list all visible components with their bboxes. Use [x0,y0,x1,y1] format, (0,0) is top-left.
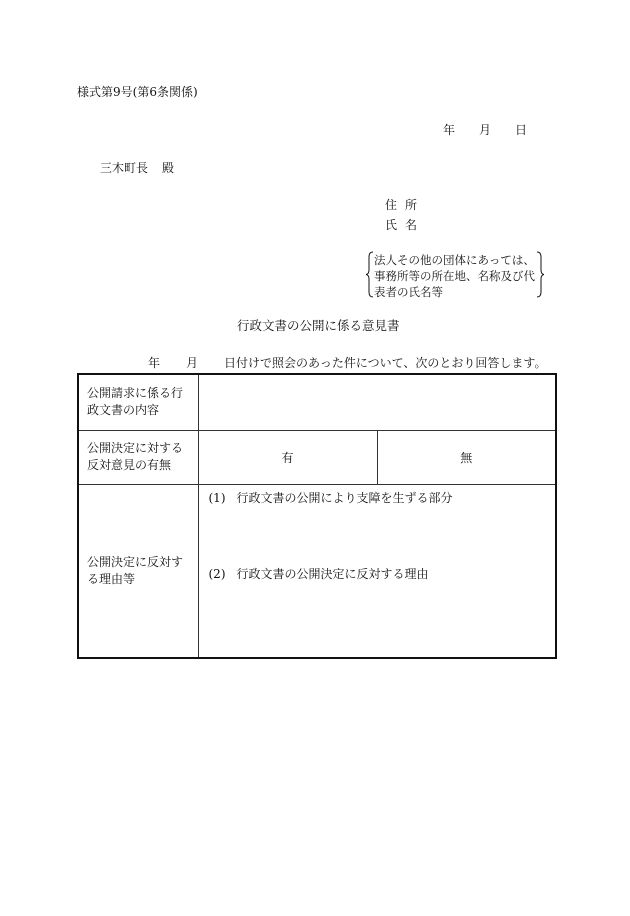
content-label: 公開請求に係る行政文書の内容 [78,374,198,430]
content-value-field[interactable] [198,374,556,430]
date-line [443,124,527,136]
corporate-note-line-3: 表者の氏名等 [374,285,443,299]
reason-item-1 [209,489,453,506]
date-month-label: 月 [479,123,492,137]
intro-text: 日付けで照会のあった件について、次のとおり回答します。 [224,356,547,370]
table-row-content [78,374,556,430]
document-title: 行政文書の公開に係る意見書 [237,318,400,333]
date-year-label: 年 [443,123,456,137]
reason-item-2-text: 行政文書の公開決定に反対する理由 [236,566,429,581]
opinion-table [77,373,557,659]
table-row-objection [78,430,556,484]
reason-item-1-number: (1) [208,490,226,505]
addressee-name: 三木町長 [100,161,149,175]
reasons-label: 公開決定に反対する理由等 [78,484,198,658]
address-label: 住所 [385,198,426,212]
addressee [100,162,174,174]
reasons-field[interactable] [198,484,556,658]
reason-item-2-number: (2) [208,566,226,581]
form-number: 様式第9号(第6条関係) [77,85,198,99]
date-day-label: 日 [515,123,528,137]
objection-label: 公開決定に対する反対意見の有無 [78,430,198,484]
name-label: 氏名 [385,218,426,232]
reason-item-2 [209,565,429,582]
corporate-note-line-1: 法人その他の団体にあっては、 [374,253,535,267]
intro-year-label: 年 [148,356,161,370]
reason-item-1-text: 行政文書の公開により支障を生ずる部分 [236,490,453,505]
objection-yes-option[interactable]: 有 [198,430,377,484]
corporate-note-line-2: 事務所等の所在地、名称及び代 [374,269,535,283]
objection-no-option[interactable]: 無 [377,430,556,484]
addressee-honorific: 殿 [162,161,175,175]
intro-line [148,357,546,369]
corporate-note [366,251,544,298]
table-row-reasons [78,484,556,658]
intro-month-label: 月 [186,356,199,370]
